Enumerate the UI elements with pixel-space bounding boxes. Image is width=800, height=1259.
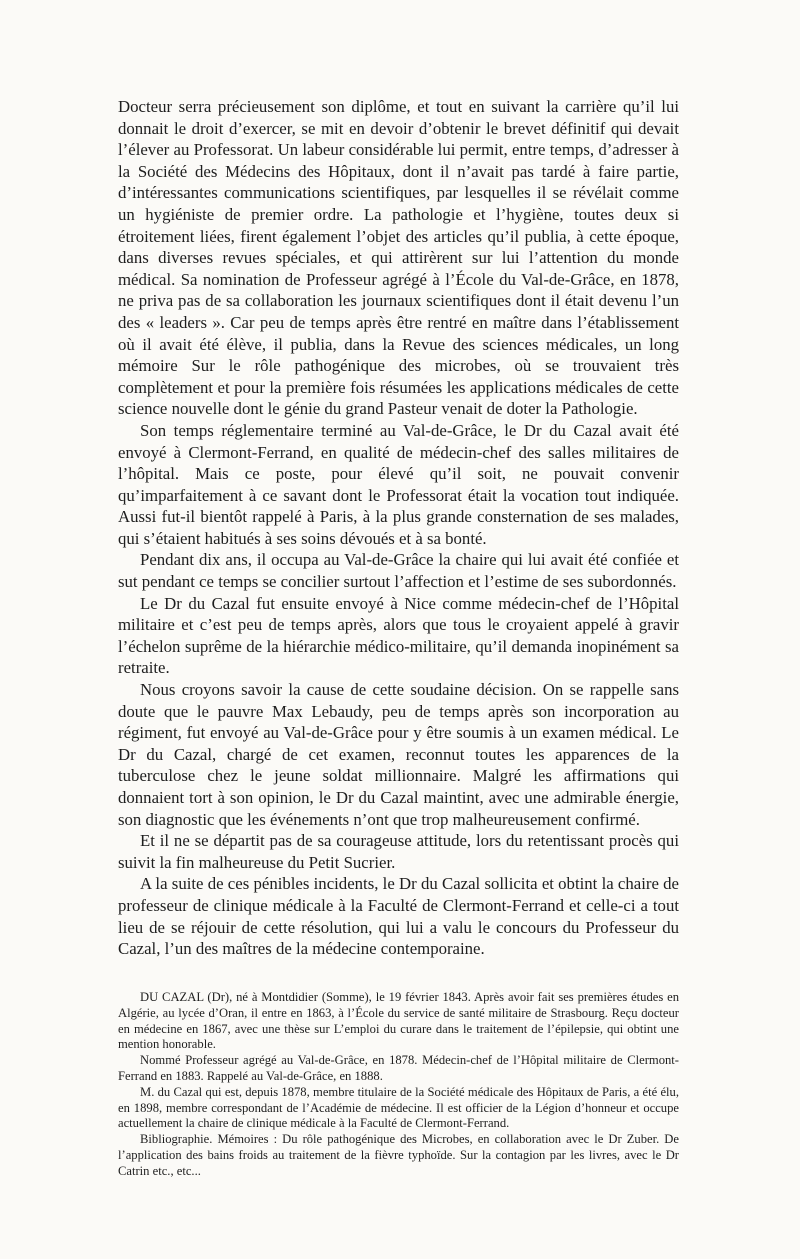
main-text [118, 96, 679, 960]
paragraph-1: Docteur serra précieusement son diplôme, et tout en suivant la carrière qu’il lui donnait le droit d’exercer, se mit en devoir d’obtenir le brevet définitif qui devait l’élever au Professorat. Un labeur considérable lui permit, entre temps, d’adresser à la Société des Médecins des Hôpitaux, dont il n’avait pas tardé à faire partie, d’intéressantes communications scientifiques, par lesquelles il se révélait comme un hygiéniste de premier ordre. La pathologie et l’hygiène, toutes deux si étroitement liées, firent également l’objet des articles qu’il publia, à cette époque, dans diverses revues spéciales, et qui attirèrent sur lui l’attention du monde médical. Sa nomination de Professeur agrégé à l’École du Val-de-Grâce, en 1878, ne priva pas de sa collaboration les journaux scientifiques dont il était devenu l’un des « leaders ». Car peu de temps après être rentré en maître dans l’établissement où il avait été élève, il publia, dans la Revue des sciences médicales, un long mémoire Sur le rôle pathogénique des microbes, où se trouvaient très complètement et pour la première fois résumées les applications médicales de cette science nouvelle dont le génie du grand Pasteur venait de doter la Pathologie. [118, 97, 679, 419]
note-4: Bibliographie. Mémoires : Du rôle pathogénique des Microbes, en collaboration avec le Dr Zuber. De l’application des bains froids au traitement de la fièvre typhoïde. Sur la contagion par les livres, avec le Dr Catrin etc., etc... [118, 1132, 679, 1178]
note-1: DU CAZAL (Dr), né à Montdidier (Somme), le 19 février 1843. Après avoir fait ses premières études en Algérie, au lycée d’Oran, il entre en 1863, à l’École du service de santé militaire de Strasbourg. Reçu docteur en médecine en 1867, avec une thèse sur L’emploi du curare dans le traitement de l’épilepsie, qui obtint une mention honorable. [118, 990, 679, 1052]
note-2: Nommé Professeur agrégé au Val-de-Grâce, en 1878. Médecin-chef de l’Hôpital militaire de Clermont-Ferrand en 1883. Rappelé au Val-de-Grâce, en 1888. [118, 1053, 679, 1083]
paragraph-5: Nous croyons savoir la cause de cette soudaine décision. On se rappelle sans doute que le pauvre Max Lebaudy, peu de temps après son incorporation au régiment, fut envoyé au Val-de-Grâce pour y être soumis à un examen médical. Le Dr du Cazal, chargé de cet examen, reconnut toutes les apparences de la tuberculose chez le jeune soldat millionnaire. Malgré les affirmations qui donnaient tort à son opinion, le Dr du Cazal maintint, avec une admirable énergie, son diagnostic que les événements n’ont que trop malheureusement confirmé. [118, 680, 679, 829]
paragraph-2: Son temps réglementaire terminé au Val-de-Grâce, le Dr du Cazal avait été envoyé à Clermont-Ferrand, en qualité de médecin-chef des salles militaires de l’hôpital. Mais ce poste, pour élevé qu’il soit, ne pouvait convenir qu’imparfaitement à ce savant dont le Professorat était la vocation tout indiquée. Aussi fut-il bientôt rappelé à Paris, à la plus grande consternation de ses malades, qui s’étaient habitués à ses soins dévoués et à sa bonté. [118, 420, 679, 548]
paragraph-4: Le Dr du Cazal fut ensuite envoyé à Nice comme médecin-chef de l’Hôpital militaire et c’est peu de temps après, alors que tous le croyaient appelé à gravir l’échelon suprême de la hiérarchie médico-militaire, qu’il demanda inopinément sa retraite. [118, 593, 679, 678]
paragraph-7: A la suite de ces pénibles incidents, le Dr du Cazal sollicita et obtint la chaire de professeur de clinique médicale à la Faculté de Clermont-Ferrand et celle-ci a tout lieu de se réjouir de cette résolution, qui lui a valu le concours du Professeur du Cazal, l’un des maîtres de la médecine contemporaine. [118, 874, 679, 959]
paragraph-6: Et il ne se départit pas de sa courageuse attitude, lors du retentissant procès qui suivit la fin malheureuse du Petit Sucrier. [118, 831, 679, 872]
biographical-note [118, 990, 679, 1180]
note-3: M. du Cazal qui est, depuis 1878, membre titulaire de la Société médicale des Hôpitaux de Paris, a été élu, en 1898, membre correspondant de l’Académie de médecine. Il est officier de la Légion d’honneur et occupe actuellement la chaire de clinique médicale à la Faculté de Clermont-Ferrand. [118, 1084, 679, 1131]
paragraph-3: Pendant dix ans, il occupa au Val-de-Grâce la chaire qui lui avait été confiée et sut pendant ce temps se concilier surtout l’affection et l’estime de ses subordonnés. [118, 550, 679, 592]
